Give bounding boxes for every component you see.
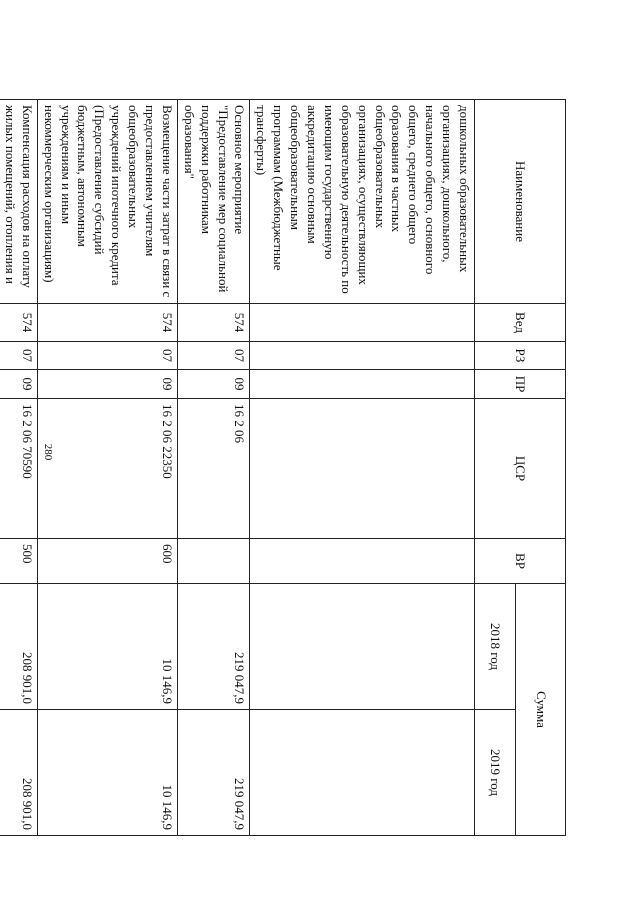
- cell-pr: [250, 370, 475, 399]
- table-row: [0, 100, 37, 836]
- cell-name: Компенсация расходов на оплату жилых помещений, отопления и: [0, 100, 37, 304]
- cell-2019: [250, 710, 475, 836]
- budget-table: [0, 99, 566, 836]
- page-number: 280: [42, 443, 54, 461]
- table-row: [37, 100, 177, 836]
- cell-2019: 208 901,0: [0, 710, 37, 836]
- cell-name: Возмещение части затрат в связи с предоставлением учителям общеобразовательных учреждений ипотечного кредита (Предоставление субсидий бюджетным, автономным учреждениям и иным некоммерческим организациям): [37, 100, 177, 304]
- table-row: [250, 100, 475, 836]
- header-2018: 2018 год: [475, 584, 516, 710]
- cell-csr: 16 2 06 22350: [37, 399, 177, 539]
- header-sum: Сумма: [516, 584, 566, 836]
- header-row-1: [516, 100, 566, 836]
- cell-ved: 574: [37, 304, 177, 342]
- cell-2018: 208 901,0: [0, 584, 37, 710]
- cell-ved: [250, 304, 475, 342]
- cell-rz: 07: [37, 342, 177, 370]
- cell-name: Основное мероприятие "Предоставление мер социальной поддержки работникам образования": [177, 100, 250, 304]
- table-row: [177, 100, 250, 836]
- cell-2019: 10 146,9: [37, 710, 177, 836]
- cell-vr: 500: [0, 539, 37, 584]
- cell-vr: [250, 539, 475, 584]
- header-csr: ЦСР: [475, 399, 566, 539]
- cell-2018: 219 047,9: [177, 584, 250, 710]
- header-2019: 2019 год: [475, 710, 516, 836]
- cell-ved: 574: [177, 304, 250, 342]
- header-ved: Вед: [475, 304, 566, 342]
- cell-csr: 16 2 06 70590: [0, 399, 37, 539]
- cell-2018: 10 146,9: [37, 584, 177, 710]
- cell-2018: [250, 584, 475, 710]
- cell-pr: 09: [177, 370, 250, 399]
- cell-vr: [177, 539, 250, 584]
- header-name: Наименование: [475, 100, 566, 304]
- cell-rz: 07: [177, 342, 250, 370]
- cell-ved: 574: [0, 304, 37, 342]
- cell-pr: 09: [0, 370, 37, 399]
- cell-rz: [250, 342, 475, 370]
- cell-2019: 219 047,9: [177, 710, 250, 836]
- header-vr: ВР: [475, 539, 566, 584]
- header-pr: ПР: [475, 370, 566, 399]
- cell-csr: 16 2 06: [177, 399, 250, 539]
- cell-name: дошкольных образовательных организациях, дошкольного, начального общего, основного общего, среднего общего образования в частных общеобразовательных организациях, осуществляющих образовательную деятельность по имеющим государственную аккредитацию основным общеобразовательным программам (Межбюджетные трансферты): [250, 100, 475, 304]
- cell-vr: 600: [37, 539, 177, 584]
- cell-rz: 07: [0, 342, 37, 370]
- cell-csr: [250, 399, 475, 539]
- header-rz: РЗ: [475, 342, 566, 370]
- cell-pr: 09: [37, 370, 177, 399]
